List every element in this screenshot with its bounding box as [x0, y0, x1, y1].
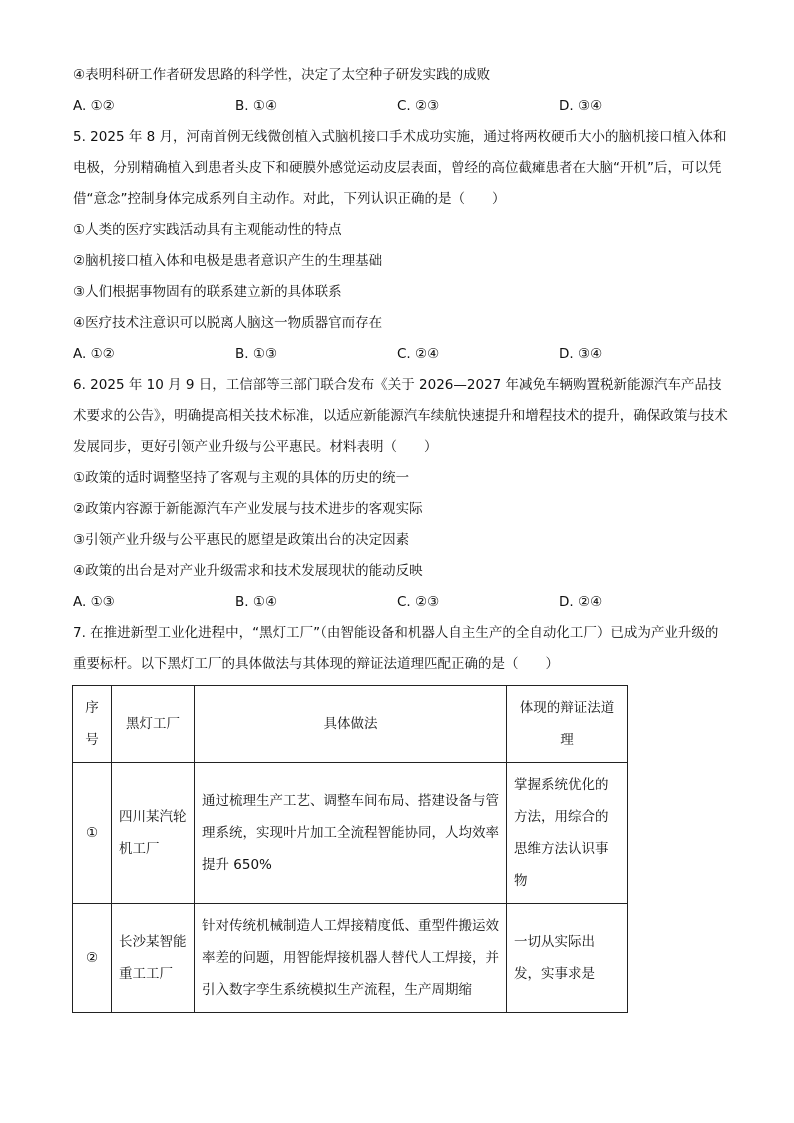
q6-option-c: C. ②③ [397, 594, 440, 610]
q4-option-b: B. ①④ [235, 98, 278, 114]
row-number: ① [73, 763, 112, 904]
q6-statement-3: ③引领产业升级与公平惠民的愿望是政策出台的决定因素 [73, 532, 410, 548]
q5-statement-1: ①人类的医疗实践活动具有主观能动性的特点 [73, 222, 342, 238]
table-row [73, 763, 628, 904]
q6-option-b: B. ①④ [235, 594, 278, 610]
q5-statement-4: ④医疗技术注意识可以脱离人脑这一物质器官而存在 [73, 315, 383, 331]
row-practice: 通过梳理生产工艺、调整车间布局、搭建设备与管理系统，实现叶片加工全流程智能协同，人均效率提升 650% [195, 763, 507, 904]
q5-stem: 5. 2025 年 8 月，河南首例无线微创植入式脑机接口手术成功实施，通过将两枚硬币大小的脑机接口植入体和电极，分别精确植入到患者头皮下和硬膜外感觉运动皮层表面，曾经的高位截瘫患者在大脑“开机”后，可以凭借“意念”控制身体完成系列自主动作。对此，下列认识正确的是（ ） [73, 129, 727, 207]
q6-option-d: D. ②④ [559, 594, 603, 610]
header-principle: 体现的辩证法道理 [507, 686, 628, 763]
q5-option-c: C. ②④ [397, 346, 440, 362]
q5-option-d: D. ③④ [559, 346, 603, 362]
q6-statement-4: ④政策的出台是对产业升级需求和技术发展现状的能动反映 [73, 563, 423, 579]
row-factory: 长沙某智能重工工厂 [112, 904, 195, 1013]
q5-statement-2: ②脑机接口植入体和电极是患者意识产生的生理基础 [73, 253, 383, 269]
q6-options [73, 587, 728, 618]
header-number: 序号 [73, 686, 112, 763]
exam-page [73, 60, 728, 680]
q4-option-c: C. ②③ [397, 98, 440, 114]
row-factory: 四川某汽轮机工厂 [112, 763, 195, 904]
row-principle: 一切从实际出发，实事求是 [507, 904, 628, 1013]
q6-statement-2: ②政策内容源于新能源汽车产业发展与技术进步的客观实际 [73, 501, 423, 517]
row-number: ② [73, 904, 112, 1013]
q6-stem: 6. 2025 年 10 月 9 日，工信部等三部门联合发布《关于 2026—2027 年减免车辆购置税新能源汽车产品技术要求的公告》，明确提高相关技术标准，以适应新能源汽车续航快速提升和增程技术的提升，确保政策与技术发展同步，更好引领产业升级与公平惠民。材料表明（ ） [73, 377, 728, 455]
q7-table [72, 685, 628, 1013]
header-practice: 具体做法 [195, 686, 507, 763]
q6-option-a: A. ①③ [73, 594, 115, 610]
q5-option-a: A. ①② [73, 346, 115, 362]
q5-statement-3: ③人们根据事物固有的联系建立新的具体联系 [73, 284, 342, 300]
q4-statement-4: ④表明科研工作者研发思路的科学性，决定了太空种子研发实践的成败 [73, 67, 491, 83]
q4-options [73, 91, 728, 122]
row-practice: 针对传统机械制造人工焊接精度低、重型件搬运效率差的问题，用智能焊接机器人替代人工焊接，并引入数字孪生系统模拟生产流程，生产周期缩 [195, 904, 507, 1013]
q4-option-a: A. ①② [73, 98, 115, 114]
q7-stem: 7. 在推进新型工业化进程中，“黑灯工厂”（由智能设备和机器人自主生产的全自动化工厂）已成为产业升级的重要标杆。以下黑灯工厂的具体做法与其体现的辩证法道理匹配正确的是（ ） [73, 625, 719, 672]
header-factory: 黑灯工厂 [112, 686, 195, 763]
table-row [73, 904, 628, 1013]
q5-option-b: B. ①③ [235, 346, 278, 362]
table-header-row [73, 686, 628, 763]
q5-options [73, 339, 728, 370]
q4-option-d: D. ③④ [559, 98, 603, 114]
q6-statement-1: ①政策的适时调整坚持了客观与主观的具体的历史的统一 [73, 470, 410, 486]
row-principle: 掌握系统优化的方法，用综合的思维方法认识事物 [507, 763, 628, 904]
